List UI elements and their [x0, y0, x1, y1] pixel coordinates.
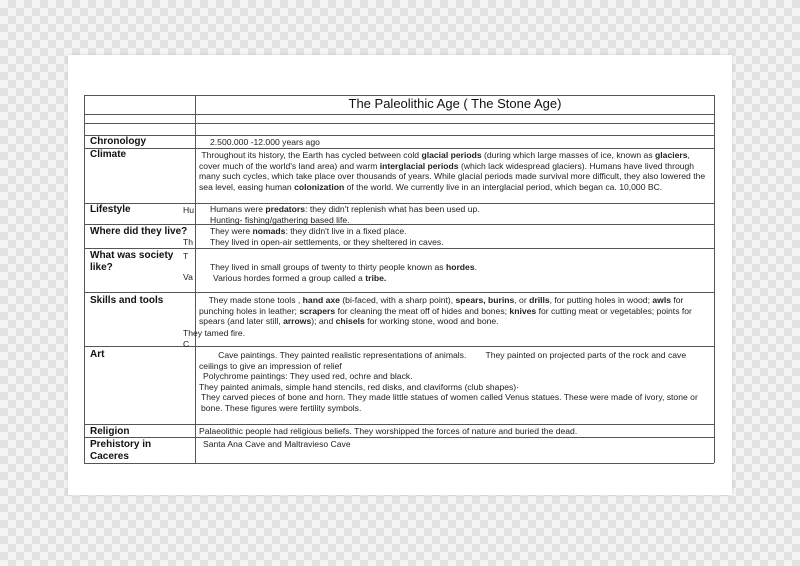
text-run: They made stone tools , [208, 295, 303, 305]
text-run: Throughout its history, the Earth has cycled between cold [201, 150, 422, 160]
text-run: , cover much of the world's land area) and warm [199, 150, 690, 171]
text-run: : they didn't live in a fixed place. [285, 226, 407, 236]
text-run: They were [210, 226, 253, 236]
row-content-climate [199, 150, 709, 192]
climate-paragraph [199, 150, 709, 192]
society-line [210, 273, 720, 284]
row-content-chronology [210, 137, 720, 148]
row-label-art: Art [90, 349, 105, 360]
bold-term: arrows [283, 316, 312, 327]
row-content-art [199, 350, 709, 414]
skills-paragraph [199, 295, 709, 327]
row-label-society: What was society like? [90, 250, 174, 273]
row-label-skills: Skills and tools [90, 295, 164, 306]
table-rule [84, 123, 714, 124]
text-run: Various hordes formed a group called a [213, 272, 366, 283]
chronology-text: 2.500.000 -12.000 years ago [210, 137, 320, 147]
skills-fire-line: They tamed fire. [183, 328, 246, 338]
where-line: They lived in open-air settlements, or they sheltered in caves. [210, 236, 444, 247]
art-line: Polychrome paintings: They used red, ochre and black. [203, 371, 413, 382]
bold-term: knives [509, 305, 537, 316]
document-title: The Paleolithic Age ( The Stone Age) [348, 96, 562, 111]
bold-term: tribe. [365, 272, 387, 283]
bold-term: nomads [252, 226, 286, 236]
bold-term: hand axe [302, 295, 340, 305]
text-run: They lived in small groups of twenty to thirty people known as [210, 262, 446, 272]
bold-term: glaciers [655, 150, 688, 160]
row-label-where: Where did they live? [90, 226, 188, 237]
text-run: for working stone, wood and bone. [364, 316, 499, 327]
bold-term: awls [652, 295, 671, 305]
bold-term: glacial periods [421, 150, 482, 160]
truncated-text-fragment: Va [183, 272, 193, 282]
table-rule [84, 114, 714, 115]
text-run: They painted on projected parts of the rock and cave ceilings to give an impression of relief [199, 350, 687, 371]
table-rule [84, 346, 714, 347]
bold-term: colonization [294, 181, 345, 192]
art-line: They carved pieces of bone and horn. They made little statues of women called Venus statues. These were made of ivory, stone or bone. These figures were fertility symbols. [201, 392, 698, 413]
text-run: , or [514, 295, 530, 305]
bold-term: spears, burins [455, 295, 515, 305]
row-content-where [210, 226, 720, 247]
table-border-bottom [84, 463, 714, 464]
text-run: . [474, 262, 478, 272]
text-run: for cleaning the meat off of hides and bones; [335, 305, 510, 316]
text-run: : they didn't replenish what has been used up. [305, 204, 480, 214]
text-run: (which lack widespread glaciers). Humans have lived through many such cycles, which take place over thousands of years. While glacial periods made survival more difficult, they also lowered the sea level, easing human [199, 160, 706, 192]
text-run: Cave paintings. They painted realistic representations of animals. [218, 350, 467, 360]
bold-term: drills [529, 295, 550, 305]
where-line [210, 226, 720, 237]
table-rule [84, 292, 714, 293]
row-content-lifestyle [210, 204, 720, 225]
art-line [199, 350, 709, 371]
truncated-text-fragment: C [183, 339, 190, 349]
bold-term: chisels [335, 316, 365, 327]
text-run: of the world. We currently live in an interglacial period, which began ca. 10,000 BC. [344, 181, 663, 192]
table-rule [84, 424, 714, 425]
truncated-text-fragment: Th [183, 237, 194, 247]
table-border-left [84, 95, 85, 463]
row-content-religion: Palaeolithic people had religious beliefs. They worshipped the forces of nature and buried the dead. [199, 426, 578, 436]
lifestyle-line: Hunting- fishing/gathering based life. [210, 214, 350, 225]
row-label-prehistory: Prehistory in Caceres [90, 439, 152, 462]
row-label-religion: Religion [90, 426, 130, 437]
row-label-chronology: Chronology [90, 136, 147, 147]
table-rule [84, 248, 714, 249]
bold-term: scrapers [299, 305, 336, 316]
text-run: for cutting meat or vegetables; points for spears (and later still, [199, 305, 692, 327]
truncated-text-fragment: T [183, 251, 189, 261]
row-content-society [210, 262, 720, 283]
text-run: (bi-faced, with a sharp point), [339, 295, 456, 305]
text-run: for punching holes in leather; [199, 295, 684, 316]
row-label-climate: Climate [90, 149, 127, 160]
row-label-lifestyle: Lifestyle [90, 204, 131, 215]
row-content-skills [199, 295, 709, 327]
art-line: They painted animals, simple hand stencils, red disks, and claviforms (club shapes)· [199, 381, 520, 392]
text-run: , for putting holes in wood; [549, 295, 653, 305]
text-run: ); and [311, 316, 336, 327]
text-run: Humans were [210, 204, 266, 214]
bold-term: hordes [445, 262, 475, 272]
text-run: (during which large masses of ice, known as [481, 150, 656, 160]
truncated-text-fragment: Hu [183, 205, 194, 215]
society-line [210, 262, 720, 273]
row-content-prehistory: Santa Ana Cave and Maltravieso Cave [203, 439, 351, 449]
bold-term: predators [265, 204, 306, 214]
bold-term: interglacial periods [379, 160, 459, 171]
lifestyle-line [210, 204, 720, 215]
